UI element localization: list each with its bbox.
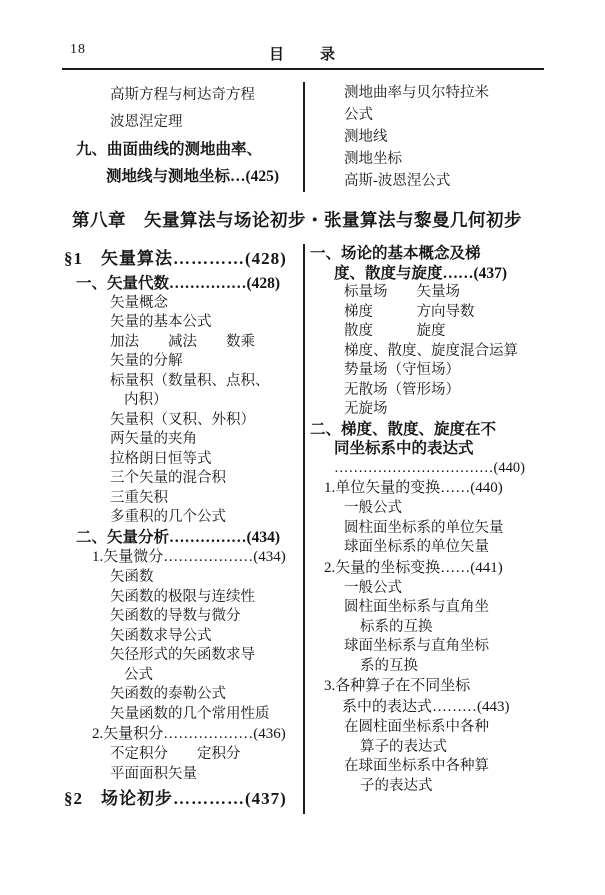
toc-line: 2.矢量积分………………(436) [92, 726, 286, 742]
toc-line: 矢量积（叉积、外积） [110, 411, 255, 428]
toc-line: 无旋场 [344, 401, 388, 417]
toc-line: 矢函数的导数与微分 [110, 608, 241, 624]
toc-line: 标系的互换 [360, 618, 433, 635]
toc-line: 测地坐标 [344, 151, 402, 167]
toc-line: 球面坐标系的单位矢量 [344, 539, 489, 555]
toc-line: 势量场（守恒场） [344, 362, 460, 378]
toc-line: 2.矢量的坐标变换……(441) [324, 559, 503, 576]
page-header [62, 42, 544, 70]
toc-line: 高斯-波恩涅公式 [344, 173, 451, 189]
toc-line: 圆柱面坐标系与直角坐 [344, 599, 489, 615]
toc-line: ……………………………(440) [334, 459, 525, 476]
toc-line: §1 矢量算法…………(428) [64, 249, 287, 268]
toc-line: 同坐标系中的表达式 [334, 440, 474, 457]
toc-line: 加法 减法 数乘 [110, 333, 255, 350]
toc-line: 波恩涅定理 [110, 114, 183, 130]
page-number: 18 [70, 42, 86, 57]
toc-line: 一般公式 [344, 500, 402, 516]
toc-line: 矢函数的极限与连续性 [110, 588, 255, 605]
toc-line: 矢量的分解 [110, 353, 183, 369]
page-title: 目 录 [268, 47, 337, 63]
toc-line: 在圆柱面坐标系中各种 [344, 719, 489, 735]
toc-line: 测地曲率与贝尔特拉米 [344, 85, 489, 101]
toc-line: 一般公式 [344, 579, 402, 596]
toc-line: 矢函数求导公式 [110, 627, 212, 644]
toc-line: 内积） [124, 392, 168, 408]
toc-line: 两矢量的夹角 [110, 431, 197, 447]
toc-main-section [62, 244, 544, 814]
toc-line: 梯度、散度、旋度混合运算 [344, 342, 518, 359]
toc-line: 无散场（管形场） [344, 381, 460, 398]
toc-line: 1.单位矢量的变换……(440) [324, 480, 503, 496]
toc-line: 子的表达式 [360, 777, 433, 794]
toc-line: 矢函数的泰勒公式 [110, 686, 226, 702]
toc-line: 梯度 方向导数 [344, 303, 475, 320]
toc-line: 测地线与测地坐标…(425) [106, 168, 280, 185]
toc-line: 1.矢量微分………………(434) [92, 549, 286, 565]
toc-line: 拉格朗日恒等式 [110, 450, 212, 467]
toc-top-section [62, 82, 544, 192]
toc-line: 系中的表达式………(443) [342, 699, 510, 715]
toc-line: 在球面坐标系中各种算 [344, 758, 489, 774]
toc-line: 圆柱面坐标系的单位矢量 [344, 519, 504, 536]
toc-line: 平面面积矢量 [110, 765, 197, 782]
toc-line: 矢径形式的矢函数求导 [110, 647, 255, 663]
chapter-heading: 第八章 矢量算法与场论初步・张量算法与黎曼几何初步 [72, 210, 522, 230]
toc-line: 算子的表达式 [360, 738, 447, 755]
toc-main-left-column [62, 244, 298, 814]
toc-line: 矢量的基本公式 [110, 314, 212, 330]
toc-line: 九、曲面曲线的测地曲率、 [76, 141, 263, 158]
column-divider [303, 244, 305, 814]
toc-top-left-column [62, 82, 298, 190]
toc-line: 球面坐标系与直角坐标 [344, 638, 489, 654]
toc-line: §2 场论初步…………(437) [64, 789, 287, 808]
toc-main-right-column [310, 244, 544, 796]
toc-line: 矢函数 [110, 569, 154, 585]
toc-line: 标量积（数量积、点积、 [110, 372, 270, 389]
toc-line: 3.各种算子在不同坐标 [324, 678, 471, 694]
toc-line: 三重矢积 [110, 489, 168, 506]
column-divider [303, 82, 305, 192]
toc-line: 不定积分 定积分 [110, 746, 241, 762]
toc-line: 矢量函数的几个常用性质 [110, 705, 270, 722]
toc-line: 系的互换 [360, 657, 418, 674]
toc-top-right-column [310, 82, 544, 192]
toc-line: 二、梯度、散度、旋度在不 [310, 420, 497, 438]
toc-line: 矢量概念 [110, 294, 168, 311]
toc-line: 公式 [124, 666, 153, 683]
toc-line: 测地线 [344, 129, 388, 145]
toc-line: 高斯方程与柯达奇方程 [110, 87, 255, 103]
toc-line: 一、矢量代数……………(428) [76, 275, 281, 292]
toc-line: 三个矢量的混合积 [110, 470, 226, 486]
toc-line: 标量场 矢量场 [344, 284, 460, 300]
toc-line: 二、矢量分析……………(434) [76, 528, 281, 546]
toc-line: 散度 旋度 [344, 323, 446, 339]
toc-line: 一、场论的基本概念及梯 [310, 245, 481, 262]
scanned-book-page [62, 0, 544, 814]
toc-line: 多重积的几个公式 [110, 509, 226, 525]
toc-line: 公式 [344, 107, 373, 123]
toc-line: 度、散度与旋度……(437) [334, 264, 508, 282]
